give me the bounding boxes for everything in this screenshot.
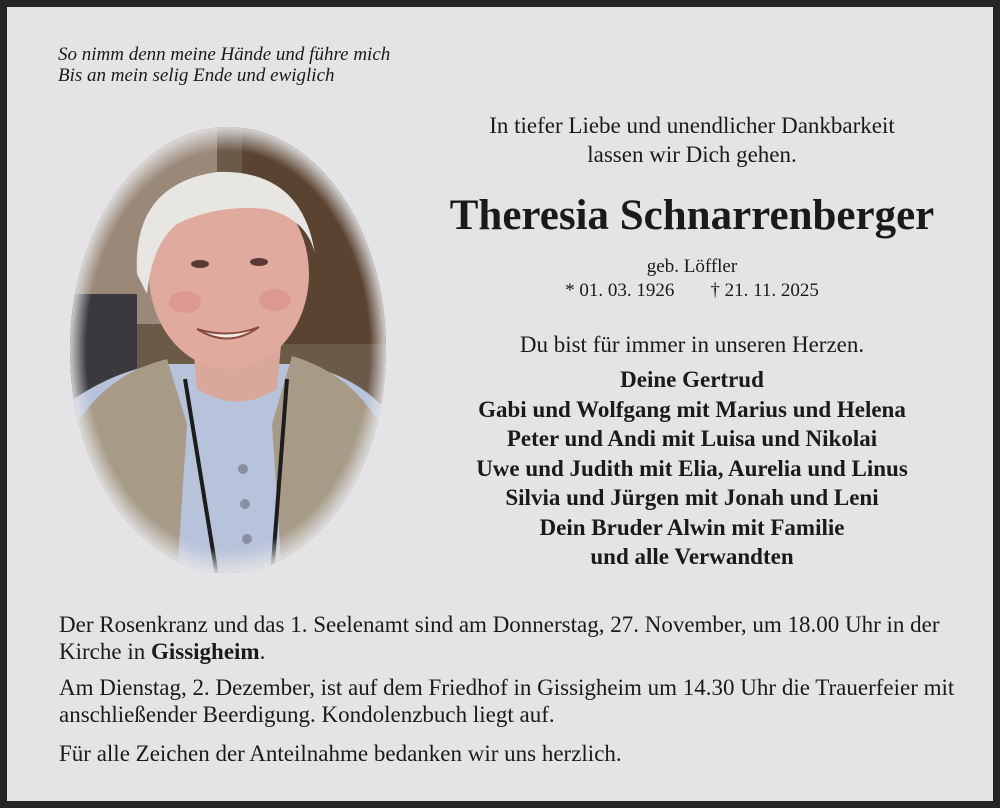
intro-line-1: In tiefer Liebe und unendlicher Dankbarkeit xyxy=(489,113,895,138)
mourner-line: Dein Bruder Alwin mit Familie xyxy=(539,514,845,540)
main-text xyxy=(377,111,1000,572)
heart-line: Du bist für immer in unseren Herzen. xyxy=(519,332,865,357)
funeral-paragraph: Am Dienstag, 2. Dezember, ist auf dem Friedhof in Gissigheim um 14.30 Uhr die Trauerfeier mit anschließender Beerdigung. Kondolenzbuch liegt auf. xyxy=(59,675,955,727)
rosary-text: Der Rosenkranz und das 1. Seelenamt sind am Donnerstag, 27. November, um 18.00 Uhr in der Kirche in xyxy=(59,612,940,664)
intro-line-2: lassen wir Dich gehen. xyxy=(587,142,797,167)
verse xyxy=(58,44,390,86)
life-dates xyxy=(377,279,1000,303)
verse-line-1: So nimm denn meine Hände und führe mich xyxy=(58,44,391,65)
mourner-line: Peter und Andi mit Luisa und Nikolai xyxy=(506,426,878,451)
service-info xyxy=(59,611,959,767)
verse-line-2: Bis an mein selig Ende und ewiglich xyxy=(58,65,335,86)
mourner-line: Uwe und Judith mit Elia, Aurelia und Linus xyxy=(476,455,908,481)
mourner-line: und alle Verwandten xyxy=(590,544,794,569)
birth-date: * 01. 03. 1926 xyxy=(565,280,675,301)
rosary-place: Gissigheim xyxy=(150,639,260,664)
intro xyxy=(377,111,1000,169)
death-date: † 21. 11. 2025 xyxy=(710,280,819,301)
deceased-name: Theresia Schnarrenberger xyxy=(449,192,935,239)
thanks-paragraph: Für alle Zeichen der Anteilnahme bedanken wir uns herzlich. xyxy=(59,741,622,766)
mourner-line: Deine Gertrud xyxy=(620,367,764,392)
portrait-photo xyxy=(67,124,389,576)
mourners-list xyxy=(377,365,1000,572)
mourner-line: Gabi und Wolfgang mit Marius und Helena xyxy=(478,396,906,422)
rosary-end: . xyxy=(259,639,266,664)
maiden-name: geb. Löffler xyxy=(646,256,738,277)
mourner-line: Silvia und Jürgen mit Jonah und Leni xyxy=(505,485,879,510)
rosary-paragraph xyxy=(59,611,959,665)
